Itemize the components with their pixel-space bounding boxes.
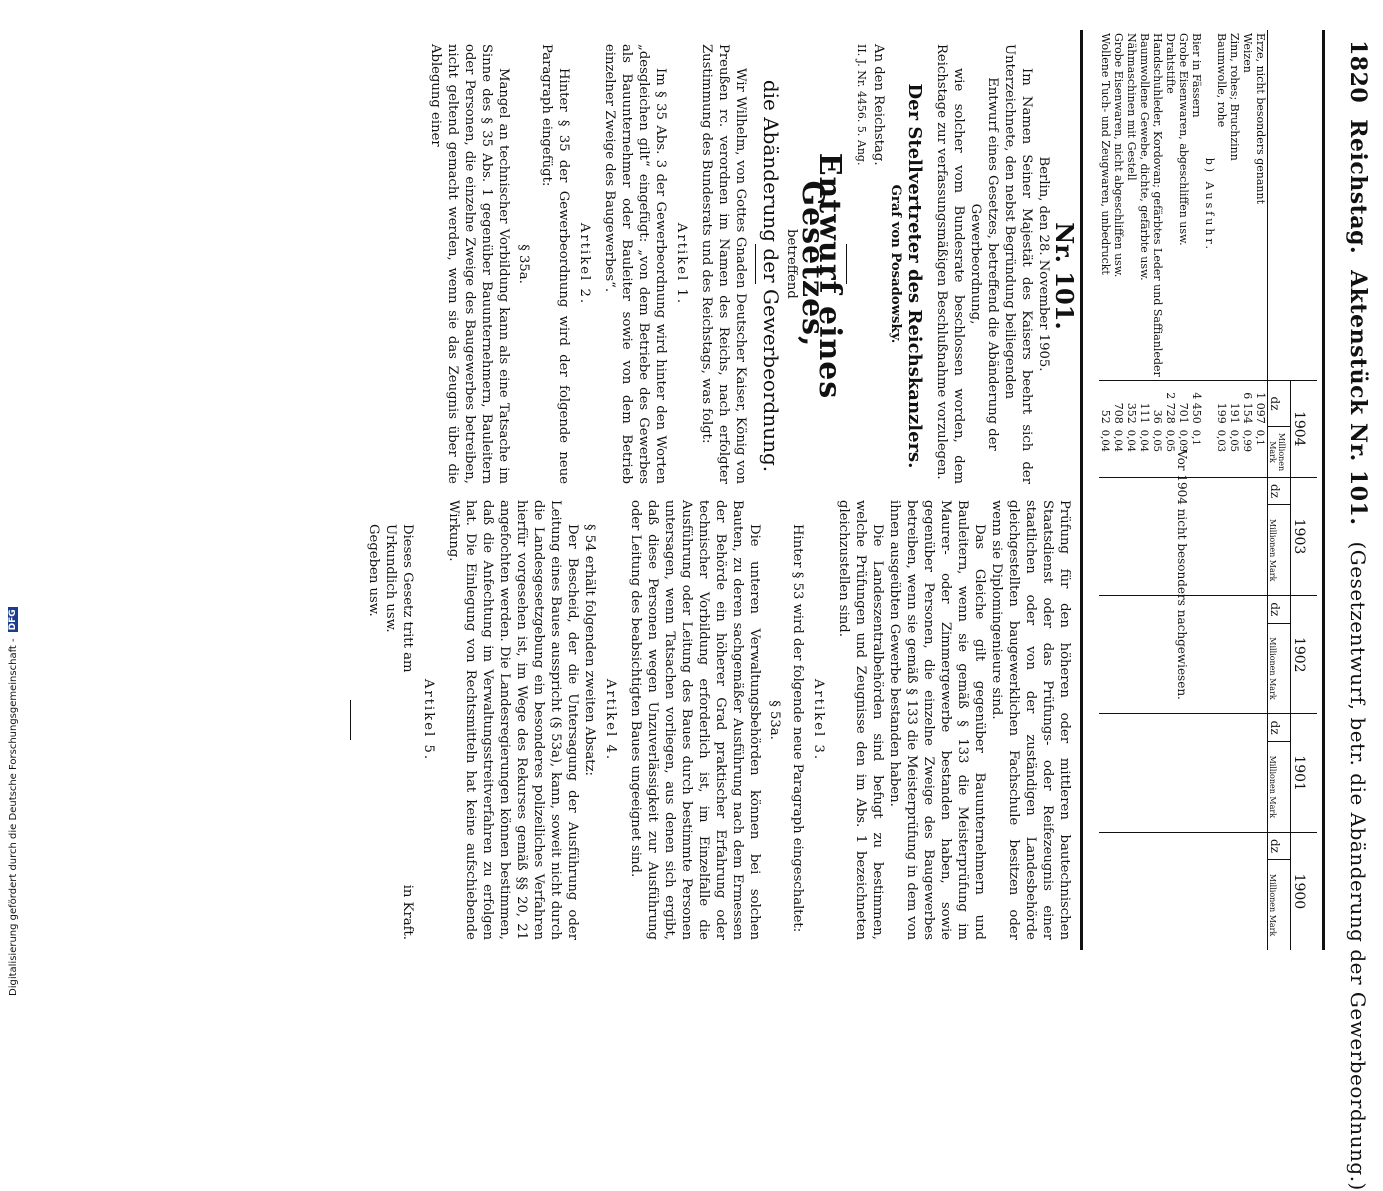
- divider-line: [755, 244, 756, 284]
- unit-mark: Millionen Mark: [1268, 860, 1291, 950]
- row-mark-value: 0,05: [1228, 429, 1239, 453]
- empty-cell: [1164, 741, 1177, 832]
- empty-cell: [1215, 860, 1228, 950]
- empty-cell: [1125, 623, 1138, 714]
- row-dz-value: 4 450: [1190, 380, 1203, 427]
- year-header: 1900: [1291, 832, 1318, 950]
- article-text: Hinter § 35 der Gewerbeordnung wird der folgende neue Paragraph eingefügt:: [539, 44, 571, 484]
- dateline: Berlin, den 28. November 1905.: [1036, 156, 1051, 372]
- empty-cell: [1164, 714, 1177, 741]
- row-label: Wollene Tuch- und Zeugwaren, unbedruckt: [1099, 33, 1112, 275]
- row-label: Bier in Fässern: [1190, 33, 1203, 118]
- empty-cell: [1164, 832, 1177, 859]
- empty-cell: [1138, 477, 1151, 504]
- year-header: 1902: [1291, 596, 1318, 714]
- row-label: Grobe Eisenwaren, abgeschliffen usw.: [1177, 33, 1190, 246]
- row-mark-value: 0,05: [1164, 429, 1175, 453]
- empty-cell: [1112, 714, 1125, 741]
- row-dz-value: 2 728: [1164, 380, 1177, 427]
- unit-dz: dz: [1268, 832, 1291, 859]
- empty-cell: [1254, 714, 1268, 741]
- empty-cell: [1099, 505, 1112, 596]
- row-mark-value: 0,1: [1190, 429, 1201, 446]
- table-row: [1125, 30, 1138, 950]
- article-heading: Artikel 3.: [811, 678, 826, 762]
- empty-cell: [1241, 623, 1254, 714]
- empty-cell: [1190, 623, 1203, 714]
- empty-cell: [1215, 623, 1228, 714]
- row-label: Baumwolle, rohe: [1215, 33, 1228, 128]
- right-column: [344, 500, 1073, 940]
- year-header: 1903: [1291, 477, 1318, 595]
- article-heading: Artikel 2.: [577, 222, 592, 306]
- empty-cell: [1112, 505, 1125, 596]
- unit-dz: dz: [1268, 380, 1291, 427]
- row-mark-value: 0,03: [1215, 429, 1226, 453]
- empty-cell: [1099, 714, 1112, 741]
- header-rule: [1322, 30, 1325, 950]
- empty-cell: [1215, 477, 1228, 504]
- document-number-heading: Nr. 101.: [1050, 222, 1079, 330]
- empty-cell: [1254, 623, 1268, 714]
- empty-cell: [1151, 505, 1164, 596]
- row-mark-value: 0,04: [1125, 429, 1136, 453]
- row-label: Handschuhleder, Kordovan; gefärbtes Leder und Saffianleder: [1151, 33, 1164, 377]
- page-number: 1820: [1345, 40, 1371, 104]
- preamble: Wir Wilhelm, von Gottes Gnaden Deutscher Kaiser, König von Preußen rc. verordnen im Namen des Reichs, nach erfolgter Zustimmung des Bundesrats und des Reichstags, was folgt:: [699, 44, 748, 484]
- empty-cell: [1190, 741, 1203, 832]
- paragraph-text: Die Landeszentralbehörden sind befugt zu bestimmen, welche Prüfungen und Zeugnisse den im Abs. 1 bezeichneten gleichzustellen sind.: [836, 500, 885, 940]
- row-label: Erze, nicht besonders genannt: [1254, 33, 1267, 204]
- row-label: Weizen: [1241, 33, 1254, 73]
- signer-title: Der Stellvertreter des Reichskanzlers.: [904, 83, 925, 469]
- empty-cell: [1099, 741, 1112, 832]
- table-row: [1112, 30, 1125, 950]
- row-label: Drahtstifte: [1164, 33, 1177, 94]
- empty-cell: [1228, 596, 1241, 623]
- empty-cell: [1228, 832, 1241, 859]
- enactment-end: in Kraft.: [400, 884, 415, 940]
- empty-cell: [1254, 477, 1268, 504]
- empty-cell: [1125, 832, 1138, 859]
- paragraph-text: Die unteren Verwaltungsbehörden können bei solchen Bauten, zu deren sachgemäßer Ausführung nach dem Ermessen der Behörde ein höherer Grad praktischer Erfahrung oder technischer Vorbildung erforderlich ist, im Einzelfalle die Ausführung oder Leitung des Baues durch bestimmte Personen untersagen, wenn Tatsachen vorliegen, aus denen sich ergibt, daß diese Personen wegen Unzuverlässigkeit zur Ausführung oder Leitung des beabsichtigten Baues ungeeignet sind.: [628, 500, 762, 940]
- unit-mark: Millionen Mark: [1268, 427, 1291, 478]
- paragraph-text: Das Gleiche gilt gegenüber Bauunternehmern und Bauleitern, wenn sie gemäß § 133 die Meisterprüfung im Maurer- oder Zimmergewerbe bestanden haben, sowie gegenüber Personen, die einzelne Zweige des Baugewerbes betreiben, wenn sie gemäß § 133 die Meisterprüfung in dem von ihnen ausgeübten Gewerbe bestanden haben.: [887, 500, 987, 940]
- empty-cell: [1254, 860, 1268, 950]
- table-note: Vor 1904 nicht besonders nachgewiesen.: [1175, 450, 1189, 700]
- empty-cell: [1177, 832, 1190, 859]
- unit-dz: dz: [1268, 477, 1291, 504]
- empty-cell: [1241, 714, 1254, 741]
- empty-cell: [1151, 477, 1164, 504]
- row-mark-value: 0,04: [1099, 429, 1110, 453]
- empty-cell: [1138, 714, 1151, 741]
- empty-cell: [1215, 596, 1228, 623]
- empty-cell: [1151, 596, 1164, 623]
- empty-cell: [1241, 477, 1254, 504]
- statistics-table: [1099, 30, 1317, 950]
- table-row: [1254, 30, 1268, 950]
- dfg-logo: DFG: [8, 609, 18, 631]
- article-heading: Artikel 1.: [674, 222, 689, 306]
- row-dz-value: 352: [1125, 380, 1138, 427]
- empty-cell: [1151, 741, 1164, 832]
- paragraph-heading: § 53a.: [767, 700, 782, 740]
- table-bottom-rule: [1080, 30, 1083, 950]
- import-rows: [1215, 30, 1268, 950]
- empty-cell: [1138, 860, 1151, 950]
- empty-cell: [1151, 623, 1164, 714]
- article-heading: Artikel 5.: [421, 678, 436, 762]
- empty-cell: [1125, 860, 1138, 950]
- article-text: Hinter § 53 wird der folgende neue Paragraph eingeschaltet:: [790, 524, 805, 933]
- empty-cell: [1254, 596, 1268, 623]
- table-row: [1138, 30, 1151, 950]
- article-text: § 54 erhält folgenden zweiten Absatz:: [582, 524, 597, 776]
- paragraph-heading: § 35a.: [516, 244, 531, 284]
- footer-text: Digitalisierung gefördert durch die Deutsche Forschungsgemeinschaft -: [7, 638, 19, 996]
- year-header: 1904: [1291, 380, 1318, 477]
- row-dz-value: 52: [1099, 380, 1112, 427]
- empty-cell: [1112, 832, 1125, 859]
- empty-cell: [1112, 860, 1125, 950]
- empty-cell: [1138, 505, 1151, 596]
- empty-cell: [1125, 714, 1138, 741]
- empty-cell: [1241, 741, 1254, 832]
- empty-cell: [1228, 477, 1241, 504]
- intro-paragraph: Im Namen Seiner Majestät des Kaisers beehrt sich der Unterzeichnete, den nebst Begründung beiliegenden: [1002, 44, 1034, 484]
- empty-cell: [1138, 623, 1151, 714]
- row-dz-value: 36: [1151, 380, 1164, 427]
- empty-cell: [1228, 505, 1241, 596]
- table-row: [1190, 30, 1203, 950]
- intro-paragraph-end: wie solcher vom Bundesrate beschlossen worden, dem Reichstage zur verfassungsmäßigen Beschlußnahme vorzulegen.: [934, 44, 966, 484]
- empty-cell: [1112, 741, 1125, 832]
- row-dz-value: 199: [1215, 380, 1228, 427]
- row-label: Grobe Eisenwaren, nicht abgeschliffen usw.: [1112, 33, 1125, 278]
- empty-cell: [1215, 714, 1228, 741]
- unit-mark: Millionen Mark: [1268, 623, 1291, 714]
- closing-line: Urkundlich usw.: [383, 524, 398, 633]
- continued-text: Prüfung für den höheren oder mittleren bautechnischen Staatsdienst oder das Prüfungs- oder Reifezeugnis einer staatlichen oder von der zuständigen Landesbehörde gleichgestellten baugewerklichen Fachschule besitzen oder wenn sie Diplomingenieure sind.: [989, 500, 1072, 940]
- row-dz-value: 1 097: [1254, 380, 1268, 427]
- empty-cell: [1190, 714, 1203, 741]
- empty-cell: [1151, 832, 1164, 859]
- empty-cell: [1177, 741, 1190, 832]
- empty-cell: [1138, 596, 1151, 623]
- table-row: [1228, 30, 1241, 950]
- empty-cell: [1125, 741, 1138, 832]
- addressee: An den Reichstag.: [871, 44, 886, 166]
- left-column: [427, 44, 1079, 484]
- empty-cell: [1190, 505, 1203, 596]
- digitization-footer: [4, 0, 22, 996]
- empty-cell: [1228, 860, 1241, 950]
- empty-cell: [1138, 832, 1151, 859]
- paragraph-text: Der Bescheid, der die Untersagung der Ausführung oder Leitung eines Baues ausspricht (§ 53a), kann, soweit nicht durch die Landesgesetzgebung ein besonderes polizeiliches Verfahren hierfür vorgesehen ist, im Wege des Rekurses gemäß §§ 20, 21 angefochten werden. Die Landesregierungen können bestimmen, daß die Anfechtung im Verwaltungsstreitverfahren zu erfolgen hat. Die Einlegung von Rechtsmitteln hat keine aufschiebende Wirkung.: [446, 500, 580, 940]
- row-mark-value: 0,05: [1151, 429, 1162, 453]
- bill-betreffend: betreffend: [784, 229, 799, 299]
- intro-title: Entwurf eines Gesetzes, betreffend die Abänderung der Gewerbeordnung,: [968, 77, 1000, 451]
- empty-cell: [1177, 714, 1190, 741]
- empty-cell: [1254, 832, 1268, 859]
- empty-cell: [1215, 741, 1228, 832]
- empty-cell: [1254, 741, 1268, 832]
- document-subtitle: (Gesetzentwurf, betr. die Abänderung der Gewerbeordnung.): [1346, 541, 1370, 1191]
- table-row: [1151, 30, 1164, 950]
- publication-name: Reichstag.: [1345, 119, 1371, 255]
- table-row: [1099, 30, 1112, 950]
- empty-cell: [1125, 596, 1138, 623]
- empty-cell: [1228, 741, 1241, 832]
- empty-cell: [1151, 714, 1164, 741]
- signer-name: Graf von Posadowsky.: [888, 184, 903, 344]
- closing-rule: [350, 700, 351, 740]
- empty-cell: [1215, 832, 1228, 859]
- empty-cell: [1099, 623, 1112, 714]
- table-year-row: [1291, 30, 1318, 950]
- row-mark-value: 0,99: [1241, 429, 1252, 453]
- bill-title: Entwurf eines Gesetzes,: [795, 152, 847, 400]
- article-heading: Artikel 4.: [603, 678, 618, 762]
- row-mark-value: 0,09: [1177, 429, 1188, 453]
- empty-cell: [1215, 505, 1228, 596]
- article-text: [399, 500, 416, 940]
- empty-cell: [1125, 477, 1138, 504]
- empty-cell: [1138, 741, 1151, 832]
- row-dz-value: 701: [1177, 380, 1190, 427]
- row-dz-value: 191: [1228, 380, 1241, 427]
- closing-line: Gegeben usw.: [366, 524, 381, 617]
- empty-cell: [1241, 860, 1254, 950]
- row-mark-value: 0,1: [1254, 429, 1265, 446]
- empty-cell: [1099, 477, 1112, 504]
- enactment-text: Dieses Gesetz tritt am: [400, 524, 415, 673]
- empty-cell: [1254, 505, 1268, 596]
- table-row: [1241, 30, 1254, 950]
- empty-cell: [1164, 860, 1177, 950]
- empty-cell: [1241, 505, 1254, 596]
- empty-cell: [1241, 832, 1254, 859]
- table-row: [1215, 30, 1228, 950]
- row-label: Zinn, rohes; Bruchzinn: [1228, 33, 1241, 161]
- section-label: b) Ausfuhr.: [1203, 157, 1216, 253]
- scanned-page: [33, 0, 1383, 1191]
- year-header: 1901: [1291, 714, 1318, 832]
- empty-cell: [1190, 860, 1203, 950]
- empty-cell: [1190, 832, 1203, 859]
- empty-cell: [1112, 623, 1125, 714]
- empty-cell: [1241, 596, 1254, 623]
- table-section-row: [1203, 30, 1215, 950]
- page-header: [1345, 40, 1371, 1191]
- empty-cell: [1190, 477, 1203, 504]
- empty-cell: [1228, 714, 1241, 741]
- row-dz-value: 6 154: [1241, 380, 1254, 427]
- article-text: Im § 35 Abs. 3 der Gewerbeordnung wird hinter den Worten „desgleichen gilt“ eingefügt: „von dem Betriebe des Gewerbes als Bauunternehmer oder Bauleiter sowie von dem Betrieb einzelner Zweige des Baugewerbes“.: [602, 44, 668, 484]
- row-dz-value: 111: [1138, 380, 1151, 427]
- paragraph-text: Mangel an technischer Vorbildung kann als eine Tatsache im Sinne des § 35 Abs. 1 gegenüber Bauunternehmern, Bauleitern oder Personen, die einzelne Zweige des Baugewerbes betreiben, nicht geltend gemacht werden, wenn sie das Zeugnis über die Ablegung einer: [428, 44, 511, 484]
- row-mark-value: 0,04: [1138, 429, 1149, 453]
- empty-cell: [1190, 596, 1203, 623]
- unit-dz: dz: [1268, 714, 1291, 741]
- unit-mark: Millionen Mark: [1268, 741, 1291, 832]
- empty-cell: [1177, 860, 1190, 950]
- row-mark-value: 0,04: [1112, 429, 1123, 453]
- row-label: Nähmaschinen mit Gestell: [1125, 33, 1138, 181]
- empty-cell: [1228, 623, 1241, 714]
- empty-cell: [1112, 596, 1125, 623]
- empty-cell: [1099, 860, 1112, 950]
- row-label: Baumwollene Gewebe, dichte, gefärbte usw.: [1138, 33, 1151, 281]
- document-number: Aktenstück Nr. 101.: [1345, 270, 1371, 526]
- empty-cell: [1125, 505, 1138, 596]
- unit-dz: dz: [1268, 596, 1291, 623]
- unit-mark: Millionen Mark: [1268, 505, 1291, 596]
- reference-number: II. J. Nr. 4456. 5. Ang.: [855, 44, 868, 166]
- bill-subject: die Abänderung der Gewerbeordnung.: [759, 79, 783, 473]
- empty-cell: [1112, 477, 1125, 504]
- empty-cell: [1099, 832, 1112, 859]
- empty-cell: [1151, 860, 1164, 950]
- row-dz-value: 708: [1112, 380, 1125, 427]
- empty-cell: [1099, 596, 1112, 623]
